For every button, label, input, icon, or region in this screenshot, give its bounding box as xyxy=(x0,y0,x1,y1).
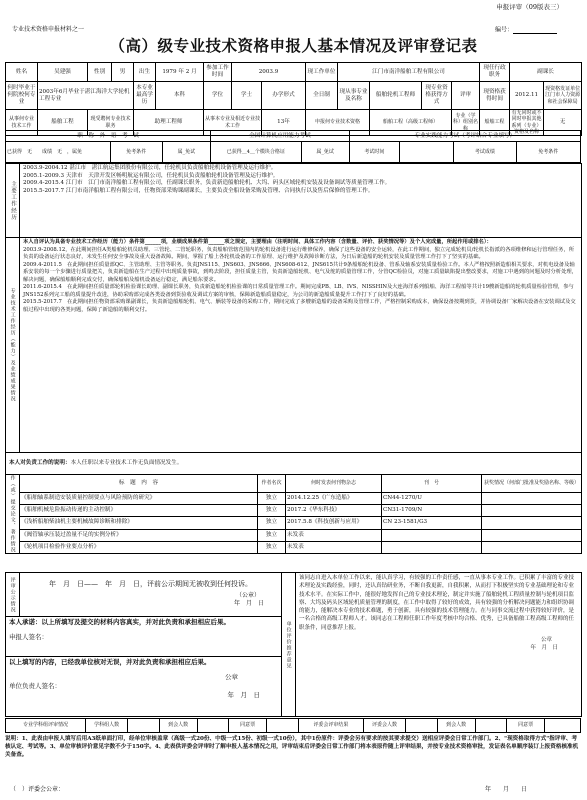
name-label: 姓名 xyxy=(6,63,38,82)
unit-value: 江门市南洋船舶工程有限公司 xyxy=(338,63,480,82)
computer-result: 已获得＿4＿个模块合格证 xyxy=(211,142,301,163)
papers-header-title: 标 题 内 容 xyxy=(20,475,258,493)
discipline-table xyxy=(5,718,581,733)
disc-col-agree2: 同意票 xyxy=(507,719,545,733)
paper-row xyxy=(6,492,582,504)
disc-col-committee: 评委会人数 xyxy=(363,719,405,733)
paper-journal: 2017.2《华东科技》 xyxy=(286,505,382,517)
experience-item: 2003.9-2004.12 湛江市 湛江航运集团股份有限公司，任轮机员负责船舶轮机设备管理及运行维护。 xyxy=(23,165,277,171)
degree-value: 学士 xyxy=(232,82,262,110)
paper-rank: 独立 xyxy=(258,492,286,504)
papers-table xyxy=(5,474,582,554)
issuer-cell xyxy=(544,82,582,110)
paper-title: 《阀管轴承压装过盈量不足的实例分析》 xyxy=(20,529,258,541)
public-seal: （公章） xyxy=(235,592,260,600)
public-section-label: 评审公示情况 xyxy=(6,573,20,617)
special-time-label: 考试时间 xyxy=(349,142,399,163)
paper-issn xyxy=(382,529,482,541)
special-exempt-label: 免考条件 xyxy=(516,142,580,163)
paper-issn: CN 23-1581/G3 xyxy=(382,517,482,529)
qual-value: 评审 xyxy=(452,82,480,110)
paper-journal: 2017.5.8《科技创新与应用》 xyxy=(286,517,382,529)
apply-value: 助理工程师 xyxy=(134,110,204,136)
unit-sign-label: 单位负责人签名： xyxy=(9,681,61,690)
self-statement xyxy=(6,453,582,475)
work-major-value: 船舶工程 xyxy=(38,110,88,136)
study-value: 全日制 xyxy=(306,82,338,110)
page-title: （高）级专业技术资格申报人基本情况及评审登记表 xyxy=(109,36,478,55)
apply-label: 现受聘何专业技术职务 xyxy=(88,110,134,136)
special-score-label: 考试成绩 xyxy=(454,142,516,163)
achievements-body xyxy=(20,238,582,453)
paper-award xyxy=(482,505,582,517)
near-years-label: 从事本专业及相近专业技术工作 xyxy=(204,110,262,136)
unit-verify xyxy=(6,657,282,717)
achievement-paragraph: 2011.6-2015.4 在此期间担任质量部轮机检验课长助理、副课长职务，负责新造船轮机检验课的日常质量管理工作。期间完成PB、LB、IVS、NISSHIN及大连海洋系列船舶、海洋工程船等共计19艘新造船的轮机质量检验管理，参与JNS152系列完工船的质量提升改进，协助采购部完成各类设备到货验收及调试方案的审核，保障新造船质量稳定，为公司的新造船质量提升工作打下了良好的基础。 xyxy=(23,284,574,298)
degree-label: 学位 xyxy=(204,82,232,110)
paper-rank: 独立 xyxy=(258,529,286,541)
study-label: 办学形式 xyxy=(262,82,306,110)
experience-item: 2005.1-2009.3 天津市 天津开发区畅明航运有限公司，任轮机员负责船舶轮机设备管理及运行维护。 xyxy=(23,172,279,179)
paper-rank: 独立 xyxy=(258,505,286,517)
admin-value: 副课长 xyxy=(510,63,582,82)
unit-verify-date: 年 月 日 xyxy=(227,690,260,699)
admin-label: 现任行政职务 xyxy=(480,63,510,82)
experience-item: 2015.5-2017.7 江门市南洋船舶工程有限公司，任物资部采购课副课长，主要负责全船设备采购及管理、合同执行以及售后保修的管理工作。 xyxy=(23,188,374,195)
special-exam-title: 专业实践能力考试（考评结合专业填写） xyxy=(349,131,580,142)
paper-title: 《浅析船舶柴油机主要机械故障诊断和排除》 xyxy=(20,517,258,529)
unit-eval-text: 该同志自进入本单位工作以来，能认真学习，有较强的工作责任感，一直从事本专业工作。已积累了丰富的专业技术理论及实践经验，同时，还认真钻研业务，不断自我更新，自我积累，从而打下积极坚实的专业基础理论和专业技术水平。在实际工作中，能很好地发挥自己的专业技术理论，制定并实施了船舶轮机工程质量控制与轮机项目监察、大坞及码头区域轮机质量管理的制度，在工作中取得了较好的成效，具有较强的分析解决问题能力和组织协调的能力，能解决本专业的技术难题，勇于创新，具有较强的技术管理能力。在与同事交流过程中获得较好评价，是一名合格的高级工程师人才。该同志在工程师任职工作年度考核中均合格、优秀，已具备船舶工程高级工程师的任职条件，同意推荐上报。 xyxy=(299,575,575,631)
paper-award xyxy=(482,529,582,541)
gender-label: 性别 xyxy=(88,63,112,82)
computer-exam-title: 全国计算机应用能力考试 xyxy=(211,131,350,142)
computer-exempt: 属_免试 xyxy=(301,142,349,163)
tech-label: 专业（学科）组别名称 xyxy=(452,110,480,136)
unit-eval-seal: 公章 xyxy=(540,636,552,643)
gender-value: 男 xyxy=(112,63,134,82)
birth-month: 2 xyxy=(185,68,190,75)
edu-label: 本专业最高学历 xyxy=(134,82,156,110)
name-value: 吴建强 xyxy=(38,63,88,82)
paper-award xyxy=(482,517,582,529)
apply-series-value: 船舶工程（高级工程师） xyxy=(370,110,452,136)
achievements-table xyxy=(5,237,582,475)
tech-value: 船舶工程 xyxy=(480,110,510,136)
lang-result: 已获得 无 成绩 无 ，属免 xyxy=(6,142,111,163)
discipline-label: 专业学科组评审情况 xyxy=(6,719,86,733)
number-field xyxy=(495,26,557,34)
paper-row xyxy=(6,529,582,541)
public-notice-text: 年 月 日—— 年 月 日，评前公示期间无被收到任何投诉。 xyxy=(49,580,252,589)
work-major-label: 从事何专业技术工作 xyxy=(6,110,38,136)
commitment-title: 本人承诺：以上所填写及提交的材料内容真实，并对此负责和承担相应后果。 xyxy=(9,618,230,626)
papers-header-journal: 何时发表何刊物杂志 xyxy=(286,475,382,493)
number-line xyxy=(513,26,557,34)
paper-award xyxy=(482,492,582,504)
birth-value xyxy=(156,63,204,82)
committee-seal-label: （ ）评委会公章： xyxy=(10,786,65,793)
public-date: 年 月 日 xyxy=(233,600,264,608)
lang-exempt-label: 免考条件 xyxy=(110,142,162,163)
applicant-sign-label: 申报人签名： xyxy=(9,632,48,641)
paper-journal: 未发表 xyxy=(286,541,382,553)
paper-issn: CN44-1270/U xyxy=(382,492,482,504)
year-unit: 年 xyxy=(178,68,184,75)
footer-note: 说明：1、此表由申报人填写后用A3纸单面打印，经单位审核盖章（高级一式20份、中级一式15份、初级一式10份），其中1份原件：评委会另有要求的按其要求提交）送相应评委会日常工作部门。2、"现资格取得方式"指评审、考核认定、考试等。3、单位审核评价意见字数不少于150字。4、此表供评委会评审时了解申报人基本情况之用，评审结束后评委会日常工作部门将本表原件随上评审结果，并按专业技术资格审批，发证表名单顺序装订上报资格核准机关备查。 xyxy=(5,736,579,759)
edu-value: 本科 xyxy=(156,82,204,110)
review-table xyxy=(5,572,582,717)
near-years-value: 13年 xyxy=(262,110,306,136)
work-date-label: 参加工作时间 xyxy=(204,63,232,82)
basic-info-table xyxy=(5,62,582,136)
lang-exempt-value: 属_免试 xyxy=(162,142,210,163)
experience-item: 2009.4-2015.4 江门市 江门市南洋船舶工程有限公司，任副课长职务，负责新造船舶轮机、大坞、码头区域轮机安装及设备调试等质量管理工作。 xyxy=(23,180,391,187)
material-label: 专业技术资格申报材料之一 xyxy=(12,26,85,33)
paper-issn: CN31-1709/N xyxy=(382,505,482,517)
issuer-value: 江门市人力资源和社会保障局 xyxy=(545,92,581,105)
committee-result-label: 评委会评审结果 xyxy=(298,719,363,733)
self-statement-text: 本人任职以来专业技术工作无负面情况发生。 xyxy=(70,459,183,466)
grad-label: 何时毕业于何院校何专业 xyxy=(6,82,38,110)
experience-list xyxy=(20,164,582,238)
achievement-paragraph: 2003.9-2008.12，在此期间担任A类船舶轮机员助理、三管轮、二管轮职务，负责船舶管辖范围内的轮机设备进行运行维修保养，确保了这些设备的安全运转，在此工作期间，独立完成轮机员/轮机长指派的各项维修和运行管理任务，所负责的设备运行状态良好，未发生任何安全事故及重大设备故障。期间，掌握了船上各轮机设备的工作原理、运行维护及故障诊断方法，为日后新造船的轮机安装及质量管理工作打下了坚实的基础。 xyxy=(23,246,575,261)
paper-journal: 未发表 xyxy=(286,529,382,541)
disc-col-present: 到会人数 xyxy=(159,719,197,733)
issuer-label: 现资格发证单位 xyxy=(545,86,581,93)
papers-header-issn: 刊 号 xyxy=(382,475,482,493)
paper-row xyxy=(6,541,582,553)
unit-verify-seal: 公章 xyxy=(225,672,238,681)
unit-label: 现工作单位 xyxy=(306,63,338,82)
achievement-paragraph: 2009.4-2011.5 在此期间担任质量部QC、主管助理、主管等职务。负责JNS115、JNS603、JNS666、JNS608-612、JNS615共计9条船舶轮机设备、管系及轴系安装质量检验工作。本人严格按照新造船相关要求，对机电设备及轴系安装的每一个步骤进行质量把关，负责新造船在生产过程中出现质量事故，到鸣去阶段，担任质量主管，负责新造船轮机、电气及舵的质量管理工作，分管QC检验员，对施工质量缺陷提出整改要求，对施工中遇到的问题及时分析处理，解决问题，确保船舶顺利完成交付，确保船舶及船机设备运行稳定，满足船东要求。 xyxy=(23,261,577,283)
paper-journal: 2014.12.25《广东造船》 xyxy=(286,492,382,504)
paper-rank: 独立 xyxy=(258,517,286,529)
month-unit: 月 xyxy=(191,68,197,75)
public-notice xyxy=(20,573,282,617)
grad-value: 2003年6月毕业于湛江海洋大学轮机工程专业 xyxy=(38,82,134,110)
exam-table xyxy=(5,130,581,163)
cur-major-value: 船舶轮机工程师 xyxy=(370,82,422,110)
paper-issn xyxy=(382,541,482,553)
paper-title: 《船舶轴系制造安装质量控制要点与风险预防的研究》 xyxy=(20,492,258,504)
apply-series-label: 申报何专业技术资格 xyxy=(306,110,370,136)
papers-section-label: 作（或）提交论文、著作情况 xyxy=(6,475,20,554)
paper-row xyxy=(6,505,582,517)
experience-section-label: 主要工作经历 xyxy=(6,164,20,238)
papers-header-award: 获奖情况（何部门批准及奖励名称、等级） xyxy=(482,475,582,493)
achievements-header: 本人自评认为具备专业技术工作经历（能力）条件第______项，业绩成果条件第______项之规定，主要理由（注明时间、具体工作内容（含数量、评价、获奖情况等）及个人完成量，所起作用或排名）： xyxy=(23,239,492,245)
disc-col-agree: 同意票 xyxy=(229,719,267,733)
birth-year: 1979 xyxy=(162,68,177,75)
cur-major-label: 现从事专业及名称 xyxy=(338,82,370,110)
disc-col-present2: 到会人数 xyxy=(437,719,475,733)
paper-title: 《轮机项目检验作业要点分析》 xyxy=(20,541,258,553)
achievement-paragraph: 2015.5-2017.7 在此期间担任物资部采购课副课长，负责新造船舶轮机、电气、舾装等设备的采购工作，期间完成了多艘新造船的设备采购及管理工作，严格控制采购成本，确保设备按期到货，并协调设备厂家解决设备在安装调试及交船过程中出现的各类问题，保障了新造船的顺利交付。 xyxy=(23,299,576,313)
experience-table xyxy=(5,163,582,238)
qual-date-label: 现资格获得时间 xyxy=(480,82,510,110)
applicant-commitment xyxy=(6,617,282,657)
other-value: 无 xyxy=(544,110,582,136)
birth-label: 出生 xyxy=(134,63,156,82)
self-statement-label: 本人对负责工作的说明： xyxy=(9,459,71,466)
paper-rank: 独立 xyxy=(258,541,286,553)
other-label: 有无同时或不同时申报其他系列（专业）资格及名称 xyxy=(511,110,542,135)
unit-eval xyxy=(296,573,582,717)
achievements-section-label: 专业技术工作经历（能力）及业绩成果情况 xyxy=(6,238,20,453)
unit-eval-date: 年 月 日 xyxy=(530,645,558,651)
unit-eval-label: 单位评价推荐意见 xyxy=(282,573,296,717)
number-label: 编号： xyxy=(494,26,513,34)
work-date-value: 2003.9 xyxy=(232,63,306,82)
paper-row xyxy=(6,517,582,529)
papers-header-rank: 作者名次 xyxy=(258,475,286,493)
disc-col-members: 学科组人数 xyxy=(86,719,128,733)
paper-title: 《船舶机械危险振动传递的主动控制》 xyxy=(20,505,258,517)
unit-verify-title: 以上填写的内容，已经我单位核对无误，并对此负责和承担相应后果。 xyxy=(9,658,211,666)
qual-date-value: 2012.11 xyxy=(510,82,544,110)
paper-award xyxy=(482,541,582,553)
lang-exam-title: 职 称 外 语 考 试 xyxy=(6,131,211,142)
form-version: 申报评审（09版表三） xyxy=(496,3,563,11)
qual-label: 现专业资格获得方式 xyxy=(422,82,452,110)
committee-date: 年 月 日 xyxy=(484,786,527,793)
